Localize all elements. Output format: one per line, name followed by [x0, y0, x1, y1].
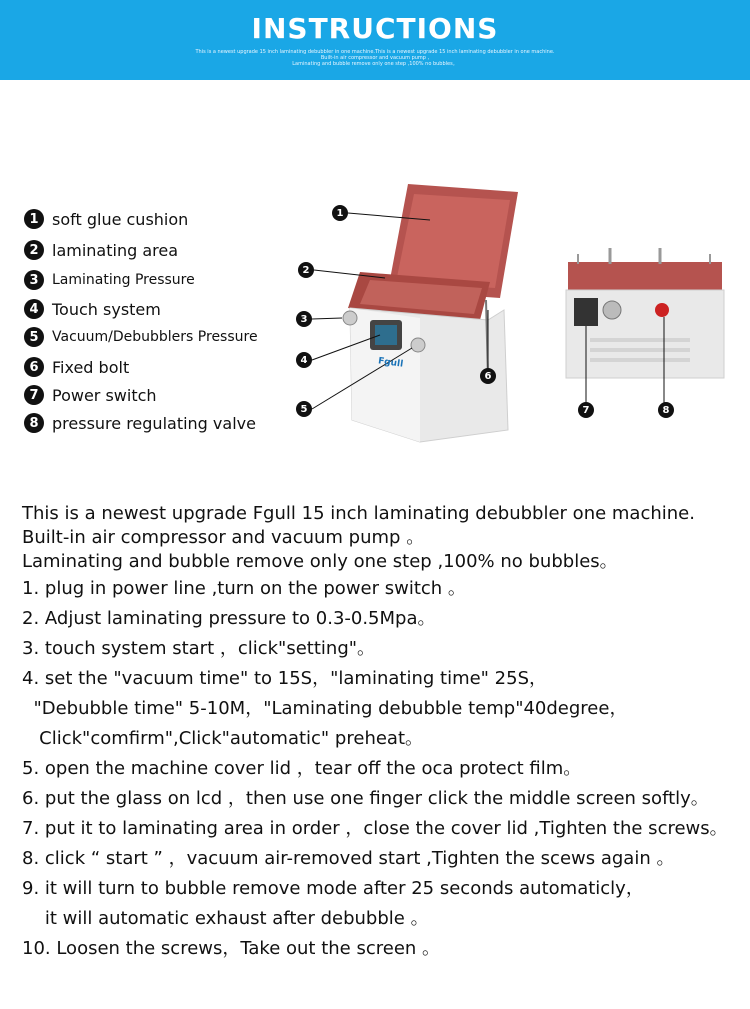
- banner-subtitle: [0, 49, 750, 67]
- callout-number: 8: [658, 402, 674, 418]
- legend-number: 8: [24, 413, 44, 433]
- callout-number: 3: [296, 311, 312, 327]
- intro-line: This is a newest upgrade Fgull 15 inch laminating debubbler one machine.: [22, 503, 695, 524]
- legend-number: 1: [24, 209, 44, 229]
- header-banner: [0, 0, 750, 80]
- step-line: 2. Adjust laminating pressure to 0.3-0.5Mpa。: [22, 608, 436, 629]
- step-line: it will automatic exhaust after debubble 。: [22, 908, 429, 929]
- legend-label: Fixed bolt: [52, 357, 130, 377]
- legend-item: [24, 297, 161, 321]
- callout-number: 4: [296, 352, 312, 368]
- legend-item: [24, 325, 258, 349]
- callout-number: 6: [480, 368, 496, 384]
- banner-subtitle-line: This is a newest upgrade 15 inch laminating debubbler in one machine.This is a newest upgrade 15 inch laminating debubbler in one machine.: [195, 49, 555, 55]
- legend-number: 5: [24, 327, 44, 347]
- machine-back-image: [560, 240, 730, 425]
- step-line: 10. Loosen the screws，Take out the screen 。: [22, 938, 441, 959]
- intro-line: Laminating and bubble remove only one step ,100% no bubbles。: [22, 551, 618, 572]
- legend-item: [24, 355, 129, 379]
- step-line: 6. put the glass on lcd ，then use one finger click the middle screen softly。: [22, 788, 709, 809]
- step-line: 8. click “ start ” ，vacuum air-removed start ,Tighten the scews again 。: [22, 848, 675, 869]
- callout-number: 2: [298, 262, 314, 278]
- step-line: 3. touch system start ，click"setting"。: [22, 638, 376, 659]
- legend-item: [24, 411, 256, 435]
- legend-number: 3: [24, 270, 44, 290]
- legend-number: 2: [24, 240, 44, 260]
- legend-label: Touch system: [52, 299, 161, 319]
- banner-subtitle-line: Laminating and bubble remove only one step ,100% no bubbles。: [292, 61, 458, 67]
- legend-label: pressure regulating valve: [52, 413, 256, 433]
- legend-item: [24, 268, 195, 292]
- intro-line: Built-in air compressor and vacuum pump 。: [22, 527, 425, 548]
- step-line: 4. set the "vacuum time" to 15S，"laminating time" 25S，: [22, 668, 548, 689]
- step-line: 1. plug in power line ,turn on the power switch 。: [22, 578, 466, 599]
- step-line: 7. put it to laminating area in order ，close the cover lid ,Tighten the screws。: [22, 818, 728, 839]
- legend-number: 6: [24, 357, 44, 377]
- legend-item: [24, 207, 188, 231]
- legend-label: Power switch: [52, 385, 157, 405]
- machine-front-image: [290, 180, 530, 445]
- legend-label: Laminating Pressure: [52, 272, 195, 288]
- legend-item: [24, 383, 157, 407]
- step-line: Click"comfirm",Click"automatic" preheat。: [22, 728, 424, 749]
- legend-label: soft glue cushion: [52, 209, 189, 229]
- legend-number: 7: [24, 385, 44, 405]
- callout-number: 1: [332, 205, 348, 221]
- brand-logo: Fgull: [377, 356, 404, 370]
- legend-label: laminating area: [52, 240, 179, 260]
- instructions-text: [22, 502, 747, 964]
- banner-subtitle-line: Built-in air compressor and vacuum pump ,: [320, 55, 430, 61]
- page-title: INSTRUCTIONS: [251, 12, 499, 45]
- legend-item: [24, 238, 178, 262]
- step-line: 5. open the machine cover lid ，tear off the oca protect film。: [22, 758, 582, 779]
- callout-number: 5: [296, 401, 312, 417]
- step-line: 9. it will turn to bubble remove mode after 25 seconds automaticly，: [22, 878, 644, 899]
- legend-number: 4: [24, 299, 44, 319]
- step-line: "Debubble time" 5-10M，"Laminating debubble temp"40degree，: [22, 698, 628, 719]
- callout-number: 7: [578, 402, 594, 418]
- legend-label: Vacuum/Debubblers Pressure: [52, 329, 258, 345]
